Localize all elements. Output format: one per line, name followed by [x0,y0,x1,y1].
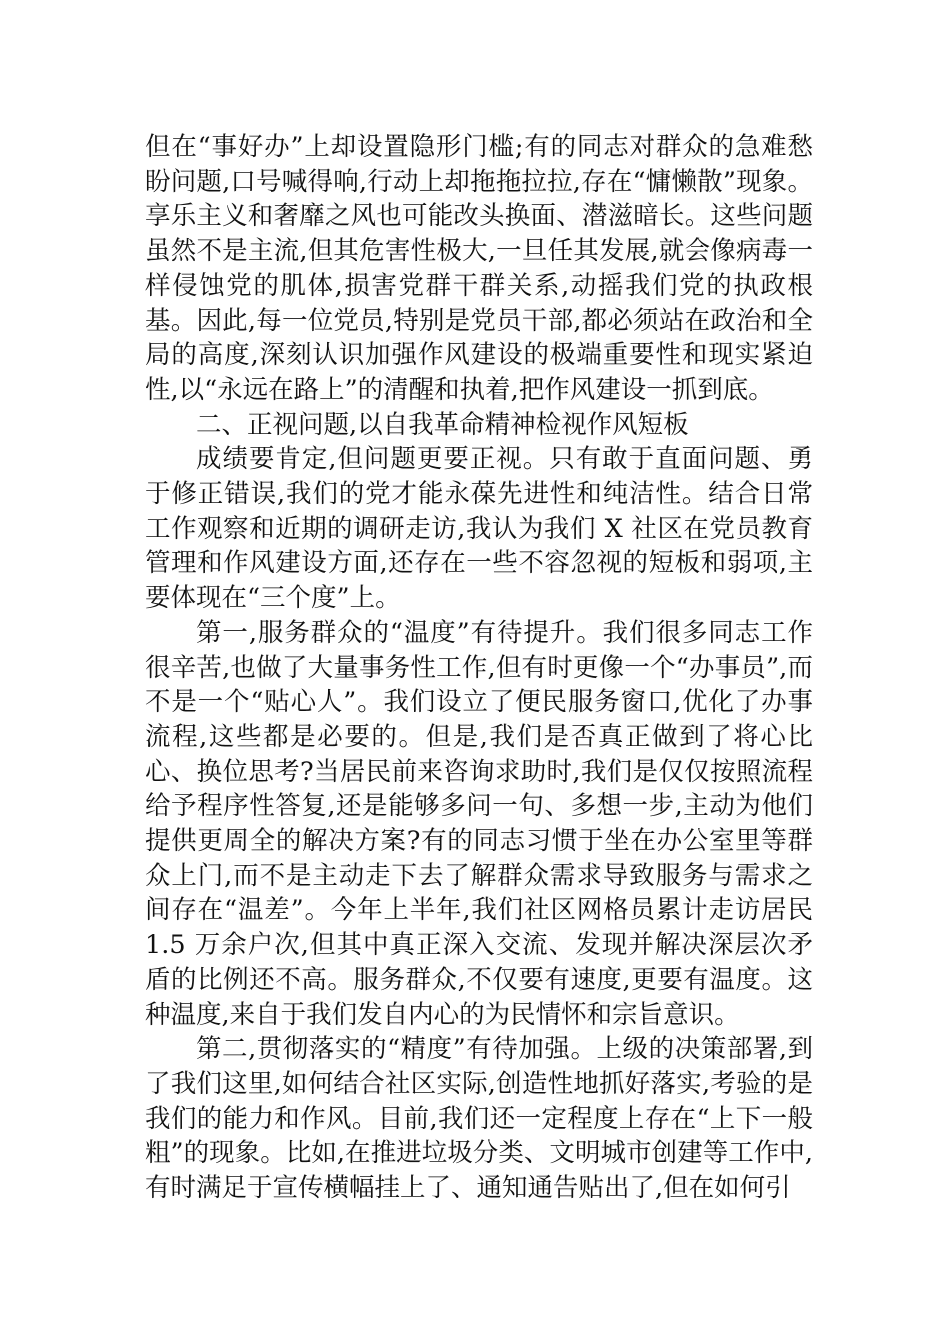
paragraph-section-2-intro: 成绩要肯定,但问题更要正视。只有敢于直面问题、勇于修正错误,我们的党才能永葆先进性和纯洁性。结合日常工作观察和近期的调研走访,我认为我们 X 社区在党员教育管理和作风建设方面,还存在一些不容忽视的短板和弱项,主要体现在“三个度”上。 [145,444,813,614]
document-page [145,130,813,1206]
paragraph-point-1-warmth: 第一,服务群众的“温度”有待提升。我们很多同志工作很辛苦,也做了大量事务性工作,但有时更像一个“办事员”,而不是一个“贴心人”。我们设立了便民服务窗口,优化了办事流程,这些都是必要的。但是,我们是否真正做到了将心比心、换位思考?当居民前来咨询求助时,我们是仅仅按照流程给予程序性答复,还是能够多问一句、多想一步,主动为他们提供更周全的解决方案?有的同志习惯于坐在办公室里等群众上门,而不是主动走下去了解群众需求导致服务与需求之间存在“温差”。今年上半年,我们社区网格员累计走访居民 1.5 万余户次,但其中真正深入交流、发现并解决深层次矛盾的比例还不高。服务群众,不仅要有速度,更要有温度。这种温度,来自于我们发自内心的为民情怀和宗旨意识。 [145,617,813,1030]
paragraph-point-2-precision: 第二,贯彻落实的“精度”有待加强。上级的决策部署,到了我们这里,如何结合社区实际,创造性地抓好落实,考验的是我们的能力和作风。目前,我们还一定程度上存在“上下一般粗”的现象。比如,在推进垃圾分类、文明城市创建等工作中,有时满足于宣传横幅挂上了、通知通告贴出了,但在如何引 [145,1034,813,1204]
paragraph-intro-continuation: 但在“事好办”上却设置隐形门槛;有的同志对群众的急难愁盼问题,口号喊得响,行动上却拖拖拉拉,存在“慵懒散”现象。享乐主义和奢靡之风也可能改头换面、潜滋暗长。这些问题虽然不是主流,但其危害性极大,一旦任其发展,就会像病毒一样侵蚀党的肌体,损害党群干群关系,动摇我们党的执政根基。因此,每一位党员,特别是党员干部,都必须站在政治和全局的高度,深刻认识加强作风建设的极端重要性和现实紧迫性,以“永远在路上”的清醒和执着,把作风建设一抓到底。 [145,132,813,405]
section-heading-2: 二、正视问题,以自我革命精神检视作风短板 [196,409,689,440]
